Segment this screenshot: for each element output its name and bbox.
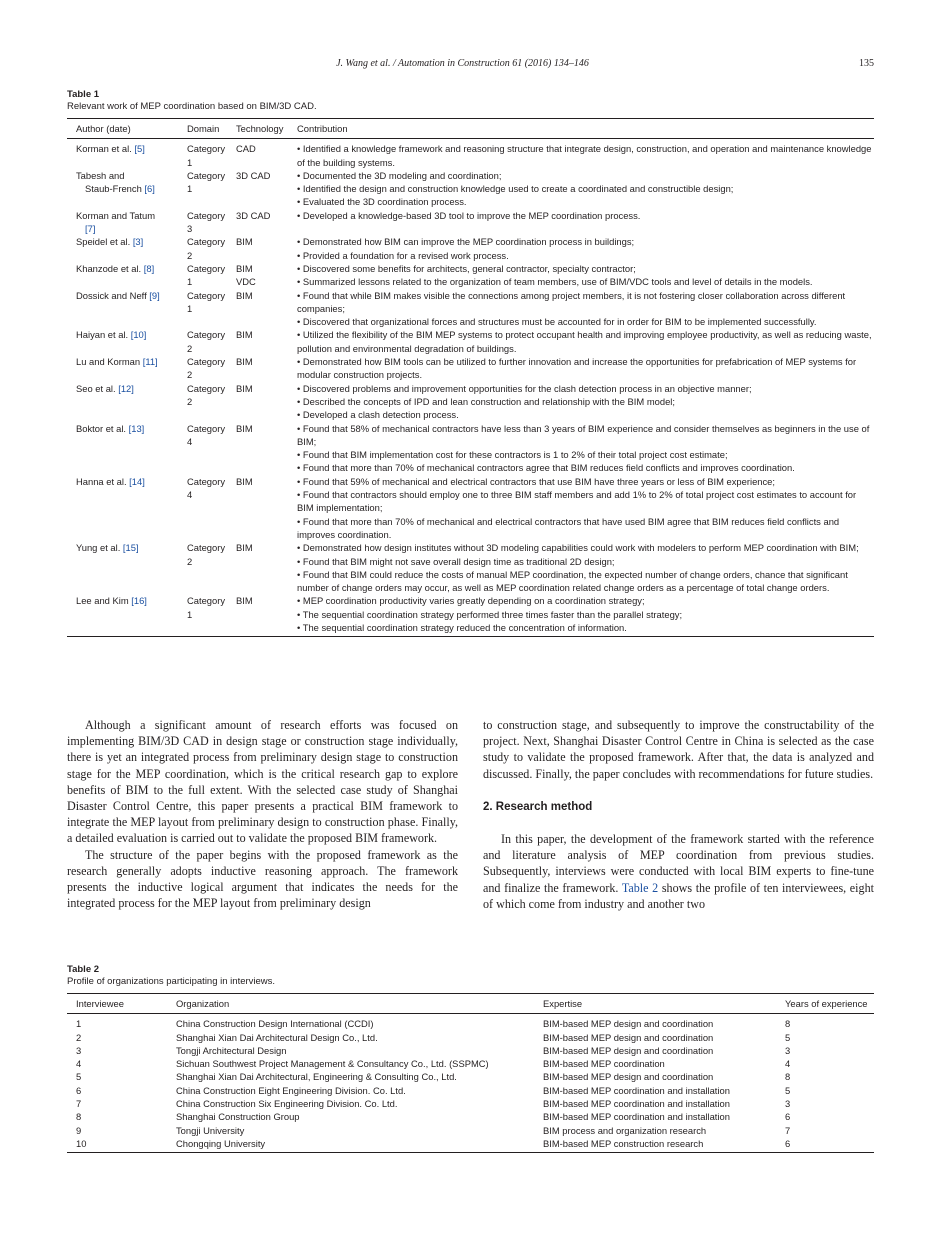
domain-text: 2 [187,395,193,407]
contribution-item: • The sequential coordination strategy performed three times faster than the parallel strategy; [297,608,683,620]
author-text: Seo et al. [76,382,119,394]
reference-link[interactable]: [13] [128,422,145,434]
author-name [76,262,187,275]
domain-cell [187,328,236,355]
table-row [67,139,874,169]
interviewee-cell: 8 [76,1111,82,1123]
author-name [76,235,187,248]
interviewee-cell: 2 [76,1031,82,1043]
contribution-item: • MEP coordination productivity varies greatly depending on a coordination strategy; [297,595,645,607]
column-header-technology: Technology [236,119,297,139]
interviewee-cell: 10 [76,1137,87,1149]
contribution-cell [297,209,874,236]
domain-text: Category [187,143,226,155]
years-cell: 5 [785,1084,791,1096]
table-row [67,169,874,209]
author-text: Korman and Tatum [76,209,156,221]
technology-text: BIM [236,542,253,554]
technology-cell [236,235,297,262]
interviewee-cell: 4 [76,1058,82,1070]
domain-text: 2 [187,369,193,381]
author-text: Haiyan et al. [76,329,131,341]
contribution-item: • Found that BIM might not save overall design time as traditional 2D design; [297,555,615,567]
domain-text: Category [187,475,226,487]
column-header-author: Author (date) [67,119,187,139]
contribution-item: • Discovered that organizational forces and structures must be accounted for in order for BIM to be implemented successfully. [297,316,817,328]
years-cell: 6 [785,1111,791,1123]
body-text: shows the profile of ten interviewees, eight of which come from industry and another two [483,880,874,911]
domain-text: 1 [187,302,193,314]
author-cell [67,422,187,475]
column-header-interviewee: Interviewee [67,994,176,1014]
table-row [67,355,874,382]
table-1-block [67,89,874,637]
author-name [76,222,187,235]
domain-text: 2 [187,342,193,354]
technology-text: BIM [236,236,253,248]
interviewee-cell: 7 [76,1098,82,1110]
column-header-contribution: Contribution [297,119,874,139]
reference-link[interactable]: [8] [143,262,155,274]
expertise-cell: BIM-based MEP construction research [543,1137,704,1149]
technology-cell [236,262,297,289]
contribution-cell [297,475,874,541]
table-row [67,328,874,355]
author-name [76,541,187,554]
table-row [67,262,874,289]
contribution-item: • Discovered some benefits for architects, general contractor, specialty contractor; [297,262,636,274]
contribution-item: • Identified the design and construction knowledge used to create a coordinated and constructible design; [297,183,734,195]
technology-text: CAD [236,143,256,155]
organization-cell: Tongji Architectural Design [176,1044,287,1056]
table-row [67,1070,874,1083]
contribution-item: • Evaluated the 3D coordination process. [297,196,467,208]
table-2 [67,993,874,1153]
years-cell: 7 [785,1124,791,1136]
domain-text: 4 [187,435,193,447]
domain-text: 1 [187,183,193,195]
contribution-item: • Found that more than 70% of mechanical and electrical contractors that have used BIM agree that BIM reduces field conflicts and improves coordination. [297,515,840,540]
years-cell: 3 [785,1098,791,1110]
author-name [76,328,187,341]
domain-cell [187,355,236,382]
author-cell [67,209,187,236]
technology-text: BIM [236,329,253,341]
column-header-years: Years of experience [785,994,874,1014]
years-cell: 5 [785,1031,791,1043]
technology-cell [236,169,297,209]
interviewee-cell: 9 [76,1124,82,1136]
expertise-cell: BIM-based MEP coordination and installation [543,1111,730,1123]
organization-cell: China Construction Six Engineering Division. Co. Ltd. [176,1098,398,1110]
table-row [67,422,874,475]
author-cell [67,541,187,594]
contribution-item: • Identified a knowledge framework and reasoning structure that integrate design, construction, and operation and maintenance knowledge of the building systems. [297,143,872,168]
section-heading: 2. Research method [483,800,593,813]
domain-cell [187,382,236,422]
domain-cell [187,169,236,209]
expertise-cell: BIM process and organization research [543,1124,707,1136]
reference-link[interactable]: [9] [149,289,160,301]
years-cell: 4 [785,1058,791,1070]
contribution-item: • Utilized the flexibility of the BIM MEP systems to protect occupant health and improving employee productivity, as well as reducing waste, pollution and environmental degradation of buildings. [297,329,872,354]
author-name [76,355,187,368]
domain-text: Category [187,289,226,301]
technology-cell [236,382,297,422]
table-1-caption: Relevant work of MEP coordination based on BIM/3D CAD. [67,101,317,112]
contribution-item: • Discovered problems and improvement opportunities for the clash detection process in an objective manner; [297,382,752,394]
years-cell: 8 [785,1071,791,1083]
table-2-header-row [67,994,874,1014]
contribution-cell [297,382,874,422]
contribution-cell [297,139,874,169]
table-row [67,594,874,636]
table-2-body [67,1014,874,1153]
body-paragraph: Although a significant amount of research efforts was focused on implementing BIM/3D CAD in design stage or construction stage individually, there is yet an integrated process from preliminary design stage to construction stage for the MEP coordination, which is the critical research gap to explore benefits of BIM to the full extent. With the selected case study of Shanghai Disaster Control Centre, this paper presents a practical BIM framework to integrate the MEP layout from preliminary design to construction phase. Finally, a detailed evaluation is carried out to validate the proposed BIM framework. [67,718,458,846]
contribution-item: • The sequential coordination strategy reduced the concentration of information. [297,621,627,633]
interviewee-cell: 5 [76,1071,82,1083]
author-name [76,182,187,195]
domain-text: 3 [187,223,193,235]
technology-cell [236,475,297,541]
domain-text: Category [187,382,226,394]
contribution-cell [297,541,874,594]
contribution-item: • Demonstrated how BIM can improve the MEP coordination process in buildings; [297,236,635,248]
author-text: Korman et al. [76,143,135,155]
technology-cell [236,355,297,382]
table-row [67,382,874,422]
contribution-cell [297,289,874,329]
technology-cell [236,422,297,475]
author-text: Speidel et al. [76,236,133,248]
domain-text: Category [187,169,226,181]
author-cell [67,139,187,169]
domain-text: 2 [187,555,193,567]
table-row [67,1031,874,1044]
contribution-item: • Documented the 3D modeling and coordination; [297,169,502,181]
contribution-cell [297,328,874,355]
contribution-item: • Found that BIM implementation cost for these contractors is 1 to 2% of their total project cost estimate; [297,449,728,461]
author-cell [67,594,187,636]
domain-text: 4 [187,489,193,501]
organization-cell: China Construction Eight Engineering Division. Co. Ltd. [176,1084,406,1096]
table-1 [67,118,874,637]
contribution-item: • Found that contractors should employ one to three BIM staff members and add 1% to 2% of total project cost estimates to account for BIM implementation; [297,489,857,514]
technology-text: BIM [236,289,253,301]
author-text: Yung et al. [76,542,123,554]
reference-link[interactable]: [14] [129,475,145,487]
organization-cell: Shanghai Construction Group [176,1111,300,1123]
body-paragraph [483,831,874,912]
domain-text: Category [187,329,226,341]
interviewee-cell: 6 [76,1084,82,1096]
page-number: 135 [859,58,874,69]
reference-link[interactable]: [11] [142,356,158,368]
author-text: Khanzode et al. [76,262,144,274]
domain-cell [187,541,236,594]
table-row [67,1110,874,1123]
domain-text: Category [187,422,226,434]
organization-cell: Tongji University [176,1124,245,1136]
body-paragraph: to construction stage, and subsequently to improve the constructability of the project. Next, Shanghai Disaster Control Centre in China is selected as the case study to validate the proposed framework. After that, the data is analyzed and discussed. Finally, the paper concludes with recommendations for future studies. [483,718,874,781]
author-text: Tabesh and [76,169,125,181]
contribution-cell [297,594,874,636]
reference-link[interactable]: [10] [130,329,147,341]
expertise-cell: BIM-based MEP design and coordination [543,1071,714,1083]
table-2-caption: Profile of organizations participating in interviews. [67,976,276,987]
technology-text: VDC [236,276,256,288]
organization-cell: Shanghai Xian Dai Architectural Design Co., Ltd. [176,1031,378,1043]
column-header-organization: Organization [176,994,543,1014]
body-text: In this paper, the development of the framework started with the reference and literature analysis of MEP coordination from previous studies. Subsequently, interviews were conducted with local BIM experts to fine-tune and finalize the framework. [483,832,874,895]
body-right-column [483,717,874,912]
technology-text: 3D CAD [236,209,271,221]
expertise-cell: BIM-based MEP coordination and installation [543,1098,730,1110]
contribution-item: • Found that 58% of mechanical contractors have less than 3 years of BIM experience and consider themselves as beginners in the use of BIM; [297,422,870,447]
years-cell: 3 [785,1044,791,1056]
domain-text: 1 [187,276,193,288]
author-cell [67,289,187,329]
technology-text: 3D CAD [236,169,271,181]
organization-cell: Shanghai Xian Dai Architectural, Engineering & Consulting Co., Ltd. [176,1071,457,1083]
author-name [76,142,187,155]
technology-text: BIM [236,475,253,487]
table-2-label: Table 2 [67,964,100,975]
contribution-cell [297,355,874,382]
reference-link[interactable]: [15] [122,542,139,554]
domain-cell [187,475,236,541]
technology-cell [236,328,297,355]
interviewee-cell: 3 [76,1044,82,1056]
table-row [67,1124,874,1137]
table-row [67,1137,874,1153]
author-name [76,382,187,395]
domain-text: 1 [187,156,193,168]
author-cell [67,235,187,262]
technology-text: BIM [236,422,253,434]
author-name [76,289,187,302]
contribution-item: • Demonstrated how BIM tools can be utilized to further innovation and increase the opportunities for prefabrication of MEP systems for modular construction projects. [297,356,857,381]
domain-text: Category [187,209,226,221]
table-2-block [67,964,874,1153]
domain-text: Category [187,356,226,368]
technology-cell [236,541,297,594]
author-cell [67,262,187,289]
reference-link[interactable]: [16] [131,595,147,607]
table-row [67,235,874,262]
expertise-cell: BIM-based MEP design and coordination [543,1044,714,1056]
table-row [67,1014,874,1031]
domain-cell [187,594,236,636]
author-cell [67,169,187,209]
author-name [76,209,187,222]
author-text: Lu and Korman [76,356,143,368]
domain-cell [187,422,236,475]
technology-cell [236,289,297,329]
table-row [67,1084,874,1097]
author-name [76,169,187,182]
reference-link[interactable]: [3] [132,236,144,248]
domain-cell [187,289,236,329]
author-text: Staub-French [85,183,145,195]
body-left-column [67,717,458,911]
column-header-domain: Domain [187,119,236,139]
table-2-link[interactable]: Table 2 [621,880,659,895]
author-cell [67,355,187,382]
reference-link[interactable]: [12] [118,382,134,394]
reference-link[interactable]: [5] [134,143,145,155]
technology-cell [236,209,297,236]
contribution-item: • Developed a knowledge-based 3D tool to improve the MEP coordination process. [297,209,641,221]
column-header-expertise: Expertise [543,994,785,1014]
author-text: Dossick and Neff [76,289,150,301]
author-text: Hanna et al. [76,475,130,487]
domain-text: 2 [187,249,193,261]
contribution-item: • Found that 59% of mechanical and electrical contractors that use BIM have three years or less of BIM experience; [297,475,776,487]
running-head: J. Wang et al. / Automation in Construction 61 (2016) 134–146 [336,58,589,69]
contribution-item: • Described the concepts of IPD and lean construction and relationship with the BIM model; [297,395,675,407]
table-row [67,1097,874,1110]
contribution-item: • Demonstrated how design institutes without 3D modeling capabilities could work with modelers to perform MEP coordination with BIM; [297,542,859,554]
domain-text: 1 [187,608,193,620]
reference-link[interactable]: [6] [144,183,155,195]
expertise-cell: BIM-based MEP design and coordination [543,1031,714,1043]
author-text: Lee and Kim [76,595,132,607]
organization-cell: Chongqing University [176,1137,266,1149]
domain-text: Category [187,236,226,248]
table-row [67,1044,874,1057]
body-paragraph: The structure of the paper begins with the proposed framework as the research generally adopts inductive reasoning approach. The framework presents the inductive logical argument that indicates the needs for the integrated process for the MEP layout from preliminary design [67,847,458,911]
years-cell: 6 [785,1137,791,1149]
contribution-item: • Found that BIM could reduce the costs of manual MEP coordination, the expected number of change orders, chance that significant number of change orders may occur, as well as MEP coordination related change orders as a percentage of total change orders. [297,568,848,594]
expertise-cell: BIM-based MEP coordination and installation [543,1084,730,1096]
years-cell: 8 [785,1018,791,1030]
table-1-header-row [67,119,874,139]
author-cell [67,475,187,541]
organization-cell: Sichuan Southwest Project Management & Consultancy Co., Ltd. (SSPMC) [176,1058,489,1070]
expertise-cell: BIM-based MEP coordination [543,1058,665,1070]
domain-cell [187,235,236,262]
domain-cell [187,139,236,169]
table-1-body [67,139,874,637]
expertise-cell: BIM-based MEP design and coordination [543,1018,714,1030]
author-text: Boktor et al. [76,422,129,434]
table-1-label: Table 1 [67,89,100,100]
contribution-item: • Developed a clash detection process. [297,409,459,421]
technology-text: BIM [236,382,253,394]
organization-cell: China Construction Design International (CCDI) [176,1018,374,1030]
table-row [67,289,874,329]
author-name [76,475,187,488]
domain-cell [187,262,236,289]
technology-text: BIM [236,356,253,368]
contribution-cell [297,262,874,289]
author-name [76,594,187,607]
table-row [67,1057,874,1070]
technology-cell [236,594,297,636]
domain-text: Category [187,542,226,554]
contribution-item: • Found that while BIM makes visible the connections among project members, it is not fostering closer collaboration across different companies; [297,289,846,314]
domain-text: Category [187,595,226,607]
author-cell [67,328,187,355]
table-row [67,209,874,236]
contribution-cell [297,235,874,262]
contribution-item: • Summarized lessons related to the organization of team members, use of BIM/VDC tools and level of details in the models. [297,276,813,288]
reference-link[interactable]: [7] [85,223,96,235]
domain-cell [187,209,236,236]
table-row [67,475,874,541]
contribution-cell [297,422,874,475]
interviewee-cell: 1 [76,1018,82,1030]
contribution-item: • Provided a foundation for a revised work process. [297,249,509,261]
author-cell [67,382,187,422]
domain-text: Category [187,262,226,274]
author-name [76,422,187,435]
technology-text: BIM [236,262,253,274]
table-row [67,541,874,594]
contribution-cell [297,169,874,209]
contribution-item: • Found that more than 70% of mechanical contractors agree that BIM reduces field conflicts and improves coordination. [297,462,795,474]
technology-text: BIM [236,595,253,607]
technology-cell [236,139,297,169]
